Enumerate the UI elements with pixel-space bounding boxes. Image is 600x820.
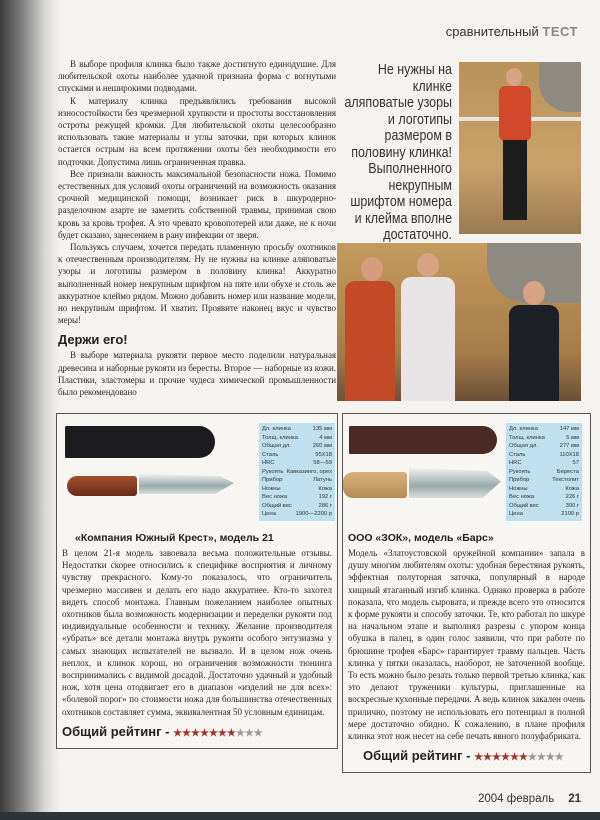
scan-edge	[0, 812, 600, 820]
specs-table	[506, 423, 582, 521]
spec-value: 110Х18	[559, 451, 579, 458]
star-icon: ★	[217, 727, 227, 739]
knife-sheath-image	[65, 426, 215, 458]
spec-row	[262, 510, 332, 519]
star-icon: ★	[253, 727, 263, 739]
spec-label: HRC	[262, 460, 275, 466]
knife-card-yuzhny-krest	[56, 413, 338, 749]
spec-row	[262, 442, 332, 451]
spec-row	[509, 451, 579, 460]
knife-blade-image	[409, 468, 501, 498]
spec-value: 260 мм	[312, 443, 332, 449]
knife-handle-image	[343, 472, 407, 498]
main-article-column	[58, 58, 336, 398]
rating-label: Общий рейтинг -	[62, 723, 170, 739]
spec-label: Прибор	[509, 477, 530, 483]
spec-row	[509, 434, 579, 443]
star-icon: ★	[208, 727, 218, 739]
pull-quote: Не нужны на клинке аляповатые узоры и логотипы размером в половину клинка! Выполненного некрупным шрифтом номера и клейма вполне достаточно.	[344, 62, 452, 243]
spec-row	[262, 476, 332, 485]
star-icon: ★	[182, 727, 191, 739]
spec-value: Текстолит	[552, 477, 579, 483]
spec-label: Цена	[262, 511, 276, 517]
spec-row	[262, 459, 332, 468]
page-gutter-shadow	[0, 0, 60, 820]
spec-label: Толщ. клинка	[262, 434, 298, 441]
spec-label: Сталь	[262, 451, 279, 458]
spec-value: Кавказинго, орех	[286, 468, 332, 475]
spec-row	[509, 485, 579, 494]
star-icon: ★	[536, 752, 546, 764]
spec-row	[509, 502, 579, 511]
knife-sheath-image	[349, 426, 497, 454]
spec-row	[262, 451, 332, 460]
spec-label: Ножны	[509, 485, 528, 492]
star-icon: ★	[518, 752, 528, 764]
spec-row	[509, 510, 579, 519]
spec-label: Рукоять	[509, 468, 531, 475]
star-icon: ★	[474, 752, 484, 764]
star-icon: ★	[500, 752, 510, 764]
knife-title: ООО «ЗОК», модель «Барс»	[348, 532, 494, 544]
spec-value: Береста	[556, 468, 579, 475]
spec-label: Вес ножа	[509, 494, 535, 500]
spec-label: Общая дл.	[509, 443, 538, 449]
overall-rating	[343, 748, 590, 766]
spec-label: Толщ. клинка	[509, 434, 545, 441]
page-footer	[478, 792, 581, 806]
spec-value: 58—59	[313, 460, 332, 466]
spec-value: 57	[572, 460, 579, 466]
star-icon: ★	[173, 727, 183, 739]
spec-label: Рукоять	[262, 468, 284, 475]
spec-value: 226 г	[565, 494, 579, 500]
spec-row	[262, 493, 332, 502]
spec-row	[509, 493, 579, 502]
rating-stars	[474, 748, 564, 763]
section-name: сравнительный	[445, 24, 539, 39]
spec-row	[509, 459, 579, 468]
spec-row	[509, 476, 579, 485]
section-header	[446, 24, 578, 39]
section-tag: ТЕСТ	[542, 24, 578, 39]
rating-label: Общий рейтинг -	[363, 748, 471, 764]
spec-label: Дл. клинка	[509, 426, 538, 432]
knife-blade-image	[139, 474, 234, 494]
spec-value: 5 мм	[566, 434, 579, 441]
spec-value: 192 г	[318, 494, 332, 500]
spec-label: Ножны	[262, 485, 281, 492]
paragraph: В выборе профиля клинка было также достигнуто единодушие. Для любительской охоты наиболее удачной признана форма с вогнутыми спусками и неширокими подводами.	[58, 59, 336, 94]
spec-value: 2100 р	[561, 511, 579, 517]
spec-row	[509, 468, 579, 477]
spec-label: Общий вес	[262, 502, 292, 509]
paragraph: В выборе материала рукояти первое место поделили натуральная древесина и наборные рукояти из бересты. Второе — наборные из кожи. Пластики, эластомеры и прочие чудеса химической промышленности было рекомендовано	[58, 350, 336, 398]
page-number: 21	[568, 793, 582, 805]
paragraph: Все признали важность максимальной безопасности ножа. Помимо естественных для условий охоты ограничений на возможность оказания срочной медицинской помощи, возникает риск в шкуродерно-разделочном азарте не заметить собственной травмы, принимая свою кровь за кровь трофея. А это чревато кровопотерей или даже, не к ночи будет сказано, занесением в рану инфекции от зверя.	[58, 168, 336, 240]
star-icon: ★	[244, 727, 254, 739]
knife-title: «Компания Южный Крест», модель 21	[75, 532, 274, 544]
spec-label: Цена	[509, 511, 523, 517]
spec-row	[262, 425, 332, 434]
spec-label: HRC	[509, 460, 522, 466]
star-icon: ★	[226, 727, 236, 739]
knife-images-area	[57, 414, 337, 532]
spec-row	[509, 425, 579, 434]
star-icon: ★	[492, 752, 501, 764]
spec-label: Сталь	[509, 451, 526, 458]
spec-value: Кожа	[318, 485, 332, 492]
star-icon: ★	[527, 752, 537, 764]
subheading: Держи его!	[58, 332, 128, 348]
spec-value: 95Х18	[315, 451, 332, 458]
spec-label: Дл. клинка	[262, 426, 291, 432]
spec-value: 4 мм	[319, 434, 332, 441]
spec-label: Общий вес	[509, 502, 539, 509]
spec-label: Прибор	[262, 477, 283, 483]
star-icon: ★	[554, 752, 564, 764]
spec-label: Общая дл.	[262, 443, 291, 449]
knife-card-zok-bars	[342, 413, 591, 773]
spec-value: 277 мм	[559, 443, 579, 449]
star-icon: ★	[235, 727, 245, 739]
issue-date: 2004 февраль	[478, 793, 555, 805]
spec-value: Латунь	[313, 477, 332, 483]
photo-man-with-knife	[459, 62, 581, 234]
spec-row	[262, 485, 332, 494]
spec-row	[262, 468, 332, 477]
star-icon: ★	[483, 752, 492, 764]
spec-value: Кожа	[565, 485, 579, 492]
paragraph: К материалу клинка предъявлялись требования высокой износостойкости без чрезмерной хрупкости и простоты восстановления остроты режущей кромки. Для любительской охоты целесообразно использовать такие материалы и углы заточки, при которых клинок остается острым на всем протяжении охоты без необходимости его подточки. Допустима лишь ограниченная правка.	[58, 95, 336, 167]
spec-value: 147 мм	[559, 426, 579, 432]
spec-row	[262, 434, 332, 443]
overall-rating	[57, 724, 337, 742]
spec-row	[509, 442, 579, 451]
spec-value: 300 г	[565, 502, 579, 509]
knife-review-text: Модель «Златоустовской оружейной компании» запала в душу многим любителям охоты: удобная берестяная рукоять, эффектная полуторная заточка, популярный в народе хищный ятаганный изгиб клинка. Однако проверка в работе показала, что модель сыровата, и прежде всего это относится к форме рукояти и способу заточки. Те, кто работал по шкуре на начальном этапе и выполнял разрезы с упором конца обушка в палец, в один голос заявили, что при работе по брюшине трофея «Барс» гарантирует травму пальцев. Часть клинка у пятки оказалась, наоборот, не заточенной вообще. То есть можно было резать только первой третью клинка, как это делают труженики культуры, приглашенные на воскресные кухонные передачи. А ведь клинок закален очень прилично, поэтому не использовать его потенциал в полной мере достаточно обидно. К сожалению, в плане профиля клинка этот нож несет на себе печать явного полуфабриката.	[348, 548, 585, 742]
spec-label: Вес ножа	[262, 494, 288, 500]
knife-images-area	[343, 414, 590, 532]
spec-row	[262, 502, 332, 511]
star-icon: ★	[199, 727, 209, 739]
star-icon: ★	[509, 752, 519, 764]
spec-value: 286 г	[318, 502, 332, 509]
star-icon: ★	[545, 752, 555, 764]
rating-stars	[173, 724, 263, 739]
knife-review-text: В целом 21-я модель завоевала весьма положительные отзывы. Недостатки скорее относились к специфике восприятия и личному чувству прекрасного. Кому-то показалось, что ограничитель чрезмерно массивен и делать его надо аккуратнее. Кто-то захотел видеть способ монтажа. Главным пожеланием наиболее опытных охотников была возможность модернизации и переделки рукояти под индивидуальные особенности и технику. Желание производителя «убрать» все детали монтажа внутрь рукояти особого энтузиазма у самых знающих испытателей не вызвало. И в целом нож очень неплох, и клинок хорош, но ограничения возможности тюнинга воспринимались с видимой досадой. Достаточно удачный и удобный нож, хотя цена отодвигает его в диапазон «изделий не для всех»: «болевой порог» по стоимости ножа для большинства отечественных охотников составляет сумма, эквивалентная 50 условным единицам.	[62, 548, 332, 717]
specs-table	[259, 423, 335, 521]
spec-value: 1900—2200 р	[295, 511, 332, 517]
photo-three-testers	[337, 243, 581, 401]
star-icon: ★	[191, 727, 200, 739]
paragraph: Пользуясь случаем, хочется передать пламенную просьбу охотников к отечественным производителям. Ну не нужны на клинке аляповатые узоры и логотипы размером в половину клинка! Аккуратно выполненный номер некрупным шрифтом на пяте или обухе и столь же аккуратное клеймо рядом. Можно добавить номер или название модели, но некрупным шрифтом. И хватит. Проявите наконец вкус и чувство меры!	[58, 242, 336, 326]
spec-value: 135 мм	[312, 426, 332, 432]
knife-handle-image	[67, 476, 137, 496]
